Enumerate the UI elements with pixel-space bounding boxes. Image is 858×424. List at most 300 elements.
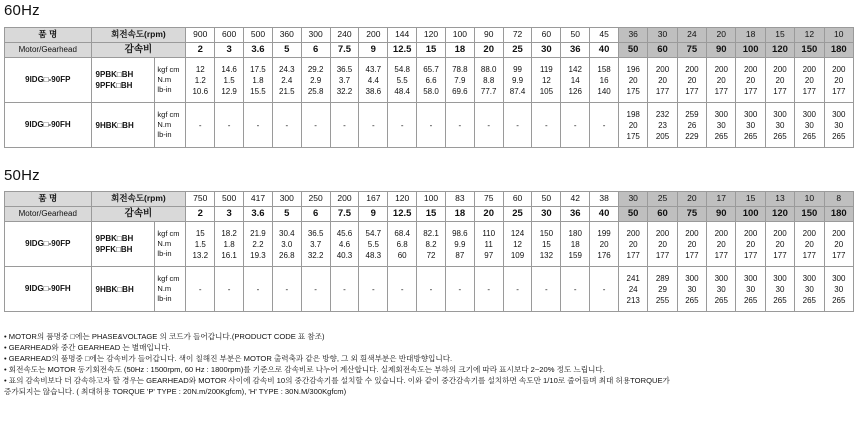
gearhead-name: 9PFK□BH <box>95 81 133 90</box>
torque-value: 30 <box>834 284 844 294</box>
torque-value: 20 <box>746 75 756 85</box>
torque-value: 199 <box>597 228 611 238</box>
torque-cell <box>677 222 706 267</box>
speed-cell: 75 <box>474 192 503 207</box>
torque-value: 105 <box>539 86 554 96</box>
unit-label: lb-in <box>157 294 172 303</box>
torque-value: - <box>371 284 375 294</box>
torque-value: 10.6 <box>192 86 209 96</box>
ratio-cell: 150 <box>795 207 824 222</box>
speed-cell: 20 <box>677 192 706 207</box>
torque-value: 196 <box>626 64 640 74</box>
torque-value: - <box>545 120 548 130</box>
torque-cell <box>417 222 446 267</box>
note-line: • 회전속도는 MOTOR 동기회전속도 (50Hz : 1500rpm, 60 Hz : 1800rpm)를 기준으로 감속비로 나누어 계산합니다. 실제회전속도는 부하의 크기에 따라 표시보다 2~20% 정도 느립니다. <box>4 365 605 374</box>
ratio-cell: 18 <box>445 43 474 58</box>
ratio-cell: 180 <box>824 43 853 58</box>
torque-value: 119 <box>540 64 553 74</box>
torque-value: 20 <box>658 239 667 249</box>
torque-cell <box>765 103 794 148</box>
torque-value: 25.8 <box>307 86 324 96</box>
torque-cell <box>445 222 474 267</box>
torque-value: 7.9 <box>454 75 466 85</box>
note-line: • GEARHEAD의 품명중 □에는 감속비가 들어갑니다. 색이 칠해진 부분은 MOTOR 출력축과 같은 방향, 그 외 흰색부분은 반대방향입니다. <box>4 354 453 363</box>
torque-value: 241 <box>626 273 640 283</box>
torque-value: 200 <box>743 64 758 74</box>
torque-value: - <box>198 284 202 294</box>
speed-cell: 100 <box>445 28 474 43</box>
torque-value: 12.9 <box>221 86 237 96</box>
speed-cell: 17 <box>707 192 736 207</box>
spec-table-60hz <box>4 27 854 148</box>
torque-value: 54.7 <box>365 228 382 238</box>
speed-cell: 120 <box>417 28 446 43</box>
ratio-cell: 12.5 <box>388 43 417 58</box>
torque-cell <box>330 267 359 312</box>
torque-value: 20 <box>716 75 726 85</box>
torque-value: 265 <box>802 131 817 141</box>
torque-cell <box>619 222 648 267</box>
ratio-cell: 90 <box>707 207 736 222</box>
motor-model: 9IDG□-90FH <box>5 103 92 148</box>
ratio-cell: 9 <box>359 43 388 58</box>
torque-value: 300 <box>802 109 817 119</box>
torque-cell <box>532 267 561 312</box>
torque-value: - <box>227 120 231 130</box>
torque-value: 23 <box>658 120 667 130</box>
gearhead-model <box>91 267 155 312</box>
ratio-cell: 12.5 <box>388 207 417 222</box>
speed-cell: 300 <box>272 192 301 207</box>
torque-value: 18 <box>570 239 580 249</box>
torque-value: 60 <box>397 250 407 260</box>
ratio-cell: 40 <box>590 207 619 222</box>
ratio-cell: 15 <box>417 43 446 58</box>
torque-value: 29.2 <box>307 64 324 74</box>
unit-label: N.m <box>157 284 172 293</box>
torque-cell <box>186 222 215 267</box>
header-ratio-label: 감속비 <box>91 43 186 58</box>
ratio-cell: 5 <box>272 207 301 222</box>
torque-value: 300 <box>743 109 758 119</box>
ratio-cell: 25 <box>503 207 532 222</box>
torque-value: 200 <box>832 228 846 238</box>
speed-cell: 30 <box>648 28 677 43</box>
torque-value: 300 <box>773 109 787 119</box>
torque-cell <box>388 222 417 267</box>
torque-value: - <box>400 120 404 130</box>
speed-cell: 20 <box>707 28 736 43</box>
torque-value: 17.5 <box>250 64 266 74</box>
unit-label: N.m <box>157 75 172 84</box>
torque-value: 19.3 <box>250 250 266 260</box>
speed-cell: 360 <box>272 28 301 43</box>
speed-cell: 83 <box>445 192 474 207</box>
speed-cell: 50 <box>532 192 561 207</box>
torque-cell <box>215 103 244 148</box>
torque-value: 48.4 <box>394 86 410 96</box>
torque-value: 20 <box>658 75 667 85</box>
torque-value: - <box>314 120 317 130</box>
torque-units <box>155 222 186 267</box>
speed-cell: 42 <box>561 192 590 207</box>
torque-value: 87.4 <box>509 86 526 96</box>
ratio-cell: 50 <box>619 207 648 222</box>
motor-model: 9IDG□-90FH <box>5 267 92 312</box>
torque-value: 20 <box>775 75 785 85</box>
spec-table-50hz <box>4 191 854 312</box>
speed-cell: 18 <box>736 28 765 43</box>
speed-cell: 750 <box>186 192 215 207</box>
torque-cell <box>795 58 824 103</box>
ratio-cell: 100 <box>736 43 765 58</box>
torque-value: 180 <box>568 228 582 238</box>
torque-cell <box>272 222 301 267</box>
torque-value: - <box>429 120 433 130</box>
torque-value: 126 <box>568 86 582 96</box>
torque-value: 12 <box>541 75 551 85</box>
torque-value: 8.2 <box>425 239 437 249</box>
speed-cell: 15 <box>736 192 765 207</box>
torque-value: 20 <box>716 239 726 249</box>
torque-cell <box>474 103 503 148</box>
unit-label: kgf cm <box>157 110 180 119</box>
torque-cell <box>359 267 388 312</box>
torque-value: 232 <box>655 109 670 119</box>
ratio-cell: 7.5 <box>330 43 359 58</box>
torque-value: - <box>573 120 577 130</box>
torque-cell <box>824 222 853 267</box>
torque-value: 18.2 <box>221 228 237 238</box>
ratio-cell: 75 <box>677 207 706 222</box>
ratio-cell: 18 <box>445 207 474 222</box>
speed-cell: 500 <box>215 192 244 207</box>
torque-value: 265 <box>773 131 787 141</box>
speed-cell: 144 <box>388 28 417 43</box>
torque-value: 176 <box>597 250 611 260</box>
torque-cell <box>186 58 215 103</box>
torque-value: 68.4 <box>394 228 410 238</box>
torque-value: 177 <box>714 86 728 96</box>
ratio-cell: 120 <box>765 43 794 58</box>
torque-cell <box>272 58 301 103</box>
torque-cell <box>765 58 794 103</box>
torque-cell <box>795 103 824 148</box>
torque-value: 124 <box>510 228 525 238</box>
torque-value: 177 <box>802 86 817 96</box>
torque-value: 88.0 <box>480 64 497 74</box>
torque-value: 1.8 <box>223 239 235 249</box>
torque-cell <box>824 103 853 148</box>
torque-value: 300 <box>743 273 758 283</box>
speed-cell: 250 <box>301 192 330 207</box>
speed-cell: 8 <box>824 192 853 207</box>
torque-value: - <box>198 120 202 130</box>
torque-cell <box>590 222 619 267</box>
torque-value: 265 <box>714 131 728 141</box>
torque-value: 4.6 <box>338 239 351 249</box>
gearhead-name: 9HBK□BH <box>95 284 134 294</box>
torque-value: - <box>314 284 317 294</box>
torque-value: 30.4 <box>279 228 295 238</box>
ratio-cell: 3 <box>215 43 244 58</box>
ratio-cell: 60 <box>648 207 677 222</box>
ratio-cell: 3.6 <box>244 207 273 222</box>
torque-value: 200 <box>743 228 758 238</box>
torque-value: 30 <box>804 284 814 294</box>
torque-value: 54.8 <box>394 64 410 74</box>
torque-cell <box>765 222 794 267</box>
torque-cell <box>503 103 532 148</box>
torque-value: 8.8 <box>483 75 495 85</box>
torque-value: 6.6 <box>425 75 437 85</box>
torque-cell <box>707 267 736 312</box>
torque-value: 20 <box>687 239 697 249</box>
ratio-cell: 30 <box>532 43 561 58</box>
torque-cell <box>186 267 215 312</box>
torque-value: 20 <box>687 75 697 85</box>
ratio-cell: 20 <box>474 43 503 58</box>
torque-cell <box>359 58 388 103</box>
torque-cell <box>474 222 503 267</box>
torque-cell <box>561 58 590 103</box>
ratio-cell: 90 <box>707 43 736 58</box>
ratio-cell: 120 <box>765 207 794 222</box>
ratio-cell: 6 <box>301 207 330 222</box>
torque-value: 24 <box>628 284 638 294</box>
torque-value: 300 <box>832 109 846 119</box>
speed-cell: 13 <box>765 192 794 207</box>
torque-value: 177 <box>685 86 699 96</box>
torque-value: 109 <box>510 250 525 260</box>
ratio-cell: 30 <box>532 207 561 222</box>
torque-cell <box>532 103 561 148</box>
torque-value: 2.9 <box>310 75 322 85</box>
torque-value: 30 <box>834 120 844 130</box>
torque-cell <box>707 58 736 103</box>
torque-value: 229 <box>685 131 699 141</box>
torque-value: 200 <box>685 228 699 238</box>
torque-value: 77.7 <box>480 86 497 96</box>
torque-value: 200 <box>773 228 787 238</box>
torque-value: - <box>602 120 606 130</box>
torque-value: 205 <box>655 131 670 141</box>
torque-cell <box>272 103 301 148</box>
ratio-cell: 36 <box>561 43 590 58</box>
speed-cell: 120 <box>388 192 417 207</box>
torque-value: 72 <box>426 250 436 260</box>
torque-cell <box>359 103 388 148</box>
header-product-name: 품 명 <box>5 28 92 43</box>
torque-value: 30 <box>716 284 726 294</box>
gearhead-model <box>91 103 155 148</box>
torque-value: 38.6 <box>365 86 382 96</box>
torque-value: 300 <box>773 273 787 283</box>
torque-value: 29 <box>658 284 667 294</box>
torque-cell <box>590 267 619 312</box>
note-line: • MOTOR의 품명중 □에는 PHASE&VOLTAGE 의 코드가 들어갑니다.(PRODUCT CODE 표 참조) <box>4 332 325 341</box>
torque-value: - <box>227 284 231 294</box>
torque-cell <box>474 58 503 103</box>
speed-cell: 12 <box>795 28 824 43</box>
torque-value: 40.3 <box>336 250 353 260</box>
torque-cell <box>532 222 561 267</box>
torque-cell <box>561 222 590 267</box>
notes <box>4 331 856 397</box>
torque-value: 97 <box>484 250 494 260</box>
torque-value: 20 <box>834 239 844 249</box>
torque-cell <box>388 103 417 148</box>
torque-value: 177 <box>685 250 699 260</box>
header-motor-gearhead: Motor/Gearhead <box>5 207 92 222</box>
speed-cell: 10 <box>795 192 824 207</box>
ratio-cell: 2 <box>186 43 215 58</box>
torque-cell <box>215 222 244 267</box>
torque-cell <box>301 103 330 148</box>
torque-value: 21.9 <box>250 228 266 238</box>
torque-cell <box>503 58 532 103</box>
ratio-cell: 40 <box>590 43 619 58</box>
torque-value: 32.2 <box>307 250 324 260</box>
ratio-cell: 150 <box>795 43 824 58</box>
torque-value: 177 <box>655 250 670 260</box>
torque-value: 265 <box>743 295 758 305</box>
torque-cell <box>445 103 474 148</box>
torque-value: 213 <box>626 295 640 305</box>
torque-value: 259 <box>685 109 699 119</box>
ratio-cell: 75 <box>677 43 706 58</box>
torque-value: 5.5 <box>396 75 408 85</box>
torque-value: 6.8 <box>396 239 408 249</box>
unit-label: lb-in <box>157 249 172 258</box>
torque-cell <box>417 58 446 103</box>
ratio-cell: 25 <box>503 43 532 58</box>
torque-value: 140 <box>597 86 611 96</box>
torque-value: 265 <box>773 295 787 305</box>
speed-cell: 90 <box>474 28 503 43</box>
torque-value: 45.6 <box>336 228 353 238</box>
torque-cell <box>648 267 677 312</box>
speed-cell: 24 <box>677 28 706 43</box>
torque-value: 87 <box>455 250 465 260</box>
torque-value: - <box>256 120 260 130</box>
torque-value: 30 <box>746 120 756 130</box>
torque-value: 20 <box>775 239 785 249</box>
torque-value: 159 <box>568 250 582 260</box>
torque-cell <box>417 103 446 148</box>
torque-value: 36.5 <box>307 228 324 238</box>
unit-label: kgf cm <box>157 274 180 283</box>
torque-value: 300 <box>832 273 846 283</box>
gearhead-model <box>91 222 155 267</box>
torque-cell <box>619 103 648 148</box>
torque-cell <box>648 58 677 103</box>
torque-value: 265 <box>685 295 699 305</box>
torque-cell <box>417 267 446 312</box>
torque-cell <box>272 267 301 312</box>
torque-cell <box>619 58 648 103</box>
torque-value: 32.2 <box>336 86 353 96</box>
torque-cell <box>648 222 677 267</box>
note-line: • GEARHEAD와 중간 GEARHEAD 는 별매입니다. <box>4 343 171 352</box>
torque-value: 200 <box>655 64 670 74</box>
torque-value: 198 <box>626 109 640 119</box>
note-line: 증가되지는 않습니다. ( 최대허용 TORQUE 'P' TYPE : 20N.m/200Kgfcm), 'H' TYPE : 30N.M/300Kgfcm) <box>4 387 347 396</box>
torque-cell <box>795 267 824 312</box>
torque-value: 1.2 <box>194 75 206 85</box>
torque-value: 3.7 <box>310 239 322 249</box>
torque-value: 142 <box>568 64 582 74</box>
torque-value: 200 <box>773 64 787 74</box>
torque-cell <box>677 267 706 312</box>
torque-value: 175 <box>626 131 640 141</box>
torque-cell <box>215 267 244 312</box>
torque-value: 265 <box>714 295 728 305</box>
torque-cell <box>330 222 359 267</box>
torque-value: 13.2 <box>192 250 209 260</box>
table-row <box>5 103 854 148</box>
unit-label: lb-in <box>157 130 172 139</box>
ratio-cell: 36 <box>561 207 590 222</box>
ratio-cell: 3.6 <box>244 43 273 58</box>
torque-value: 177 <box>743 250 758 260</box>
torque-value: 15.5 <box>250 86 266 96</box>
torque-value: 2.4 <box>281 75 293 85</box>
torque-value: 30 <box>804 120 814 130</box>
torque-value: 30 <box>687 284 697 294</box>
torque-value: 300 <box>802 273 817 283</box>
torque-value: - <box>573 284 577 294</box>
speed-cell: 300 <box>301 28 330 43</box>
torque-value: 1.5 <box>194 239 206 249</box>
torque-value: 265 <box>802 295 817 305</box>
ratio-cell: 20 <box>474 207 503 222</box>
torque-value: 200 <box>802 64 817 74</box>
torque-value: - <box>343 120 346 130</box>
torque-value: 3.7 <box>338 75 351 85</box>
ratio-cell: 180 <box>824 207 853 222</box>
speed-cell: 30 <box>619 192 648 207</box>
header-speed-label: 회전속도(rpm) <box>91 28 186 43</box>
torque-value: 99 <box>513 64 522 74</box>
torque-cell <box>215 58 244 103</box>
torque-cell <box>301 58 330 103</box>
torque-cell <box>736 267 765 312</box>
torque-value: 200 <box>714 64 728 74</box>
torque-cell <box>824 58 853 103</box>
torque-value: 2.2 <box>252 239 264 249</box>
torque-cell <box>445 267 474 312</box>
speed-cell: 36 <box>619 28 648 43</box>
torque-value: 177 <box>743 86 758 96</box>
torque-value: 12 <box>513 239 522 249</box>
torque-value: 98.6 <box>452 228 468 238</box>
torque-units <box>155 103 186 148</box>
torque-value: 20 <box>804 75 814 85</box>
speed-cell: 167 <box>359 192 388 207</box>
torque-value: 65.7 <box>423 64 439 74</box>
torque-value: - <box>516 120 519 130</box>
torque-cell <box>824 267 853 312</box>
table-row <box>5 267 854 312</box>
torque-value: 20 <box>628 75 638 85</box>
torque-cell <box>707 103 736 148</box>
torque-value: 20 <box>746 239 756 249</box>
speed-cell: 417 <box>244 192 273 207</box>
torque-value: 20 <box>834 75 844 85</box>
torque-cell <box>736 103 765 148</box>
torque-cell <box>648 103 677 148</box>
